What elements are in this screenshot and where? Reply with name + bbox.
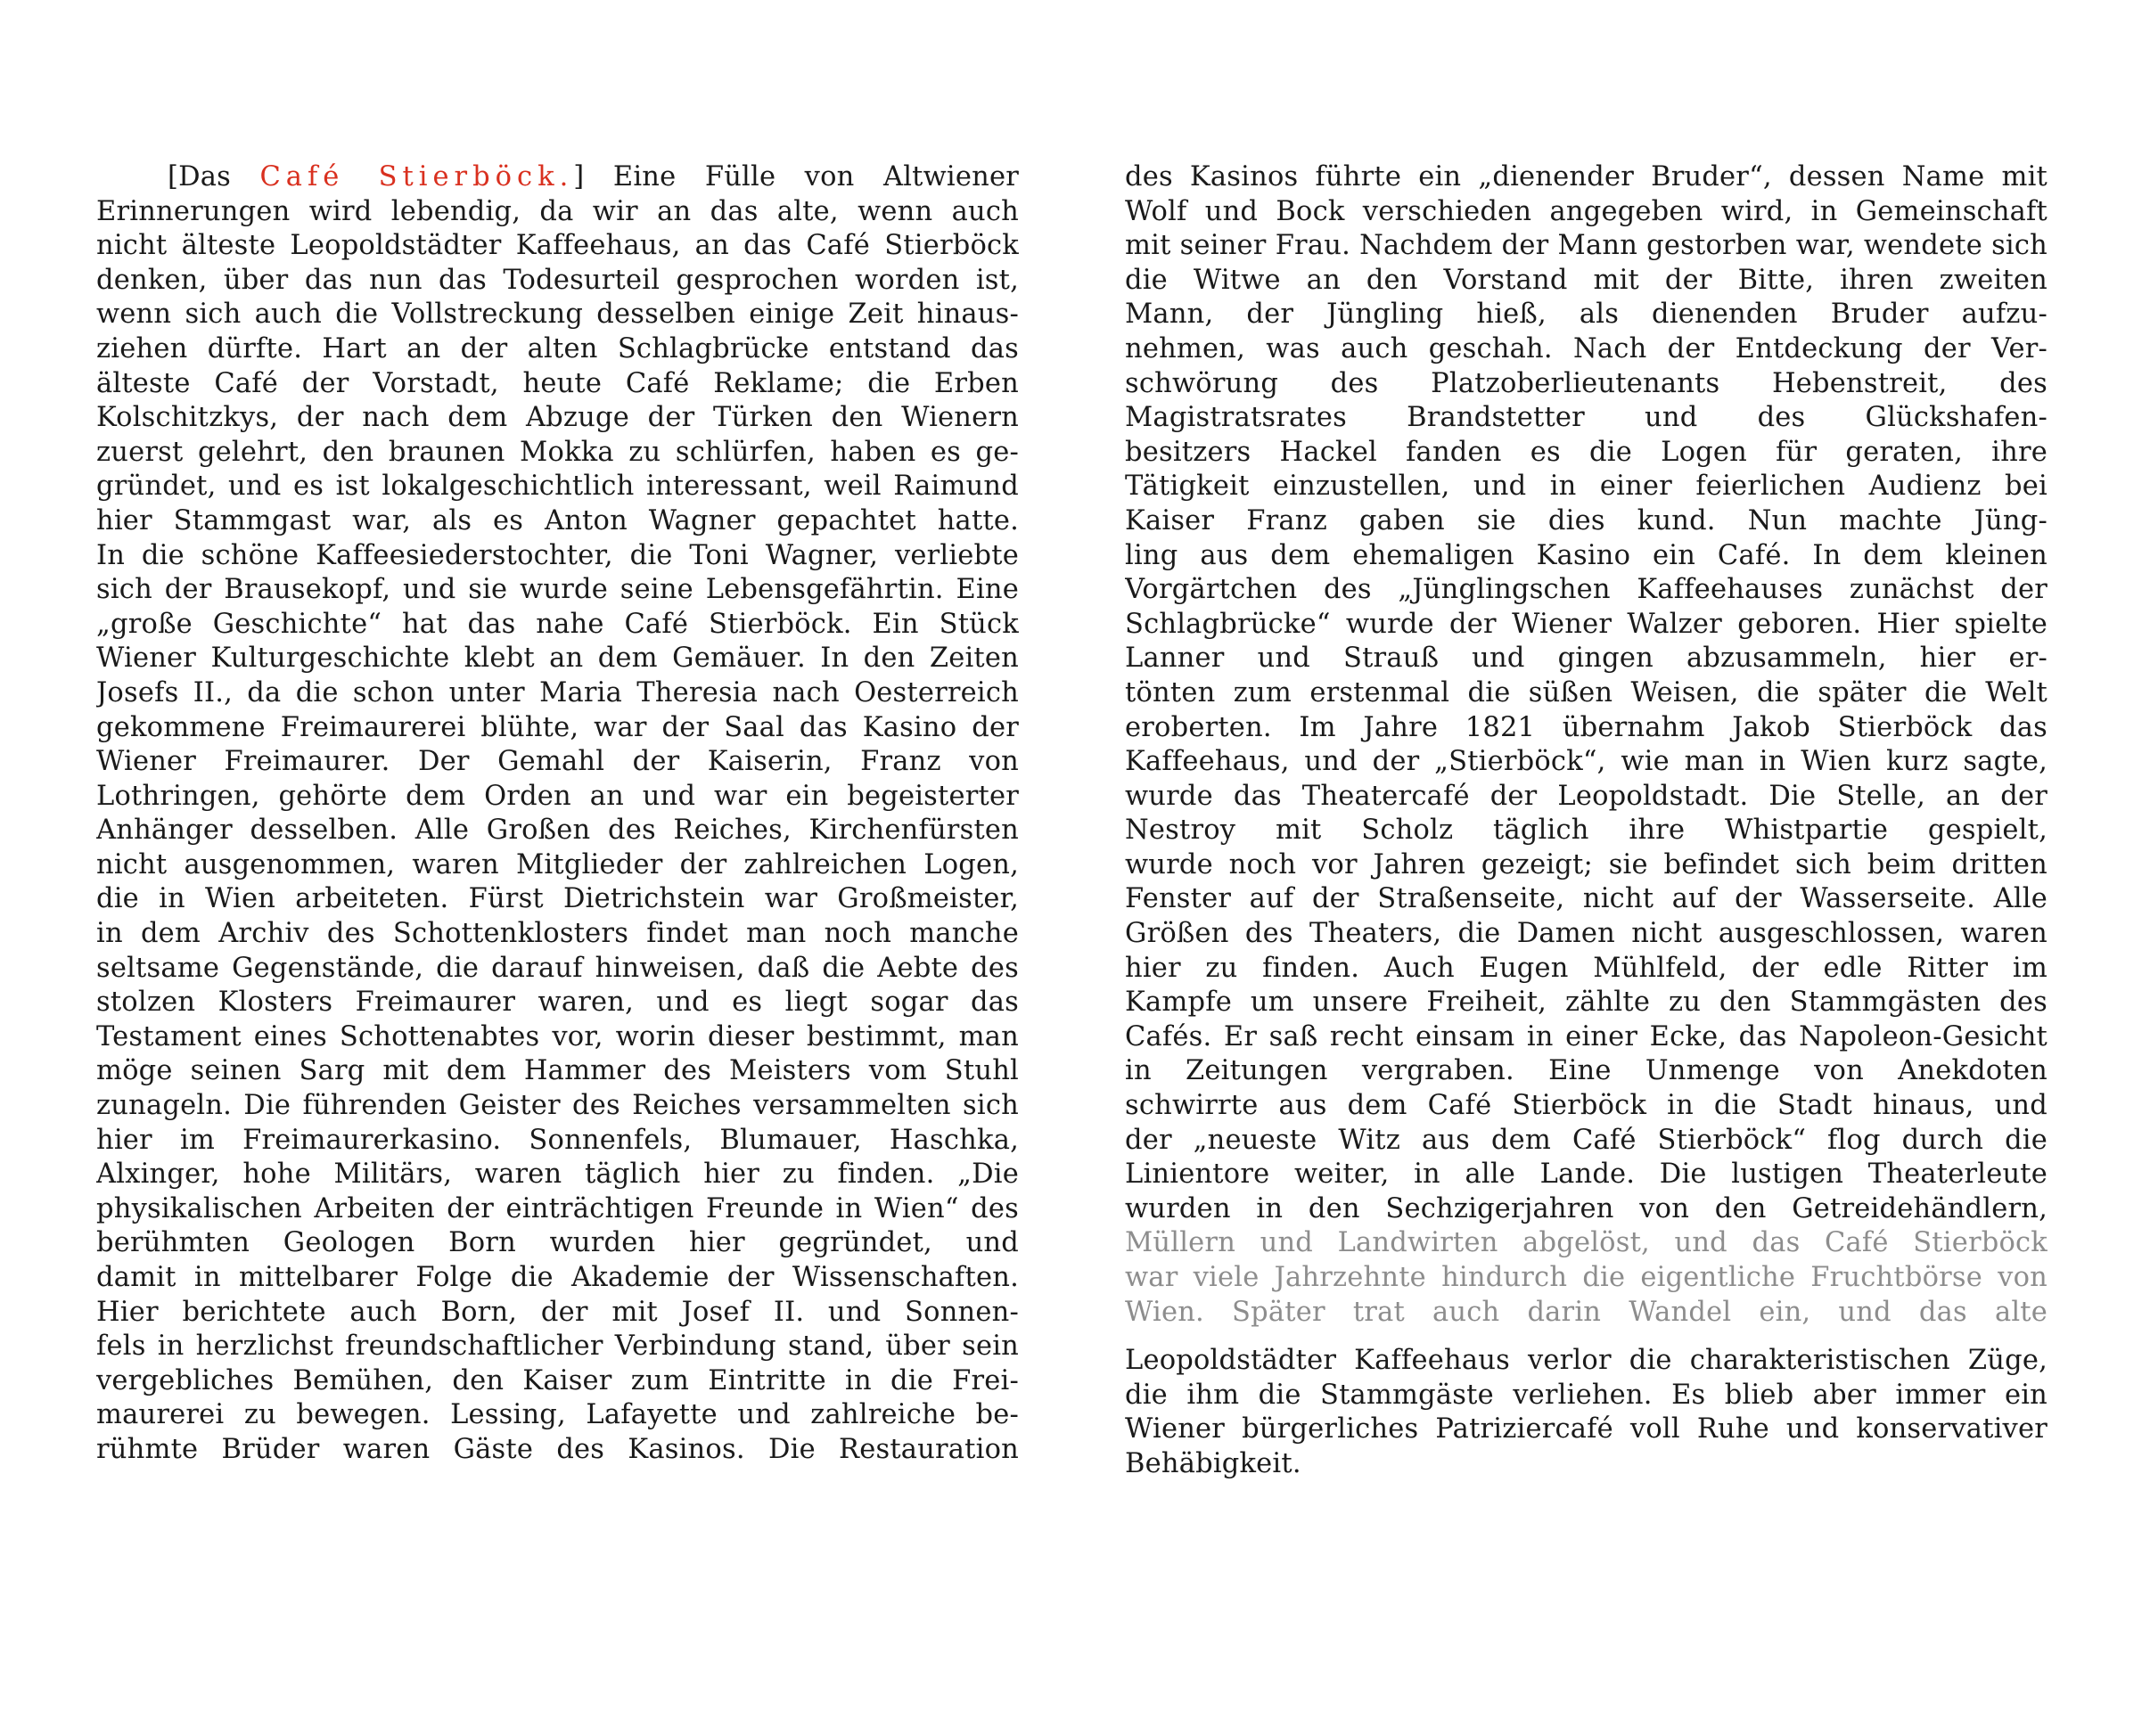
text-line: nicht ausgenommen, waren Mitglieder der zahlreichen Logen, [96, 848, 1019, 880]
text-line: des Kasinos führte ein „dienender Bruder“, dessen Name mit [1125, 161, 2047, 192]
text-line: Behäbigkeit. [1125, 1447, 1301, 1479]
text-line: ziehen dürfte. Hart an der alten Schlagbrücke entstand das [96, 332, 1019, 364]
text-line: Kaiser Franz gaben sie dies kund. Nun machte Jüng- [1125, 504, 2047, 536]
text-line: nicht älteste Leopoldstädter Kaffeehaus, an das Café Stierböck [96, 230, 1019, 262]
first-line [96, 160, 1019, 195]
text-line: wurden in den Sechzigerjahren von den Getreidehändlern, [1125, 1192, 2047, 1224]
text-line: schwörung des Platzoberlieutenants Hebenstreit, des [1125, 367, 2047, 399]
text-line: Alxinger, hohe Militärs, waren täglich hier zu finden. „Die [96, 1159, 1019, 1191]
text-line: möge seinen Sarg mit dem Hammer des Meisters vom Stuhl [96, 1055, 1019, 1087]
text-line: Testament eines Schottenabtes vor, worin dieser bestimmt, man [96, 1020, 1019, 1052]
text-line: Wien. Später trat auch darin Wandel ein, und das alte [1125, 1296, 2047, 1328]
text-line: älteste Café der Vorstadt, heute Café Reklame; die Erben [96, 367, 1019, 399]
text-line: Kampfe um unsere Freiheit, zählte zu den Stammgästen des [1125, 987, 2047, 1019]
right-column [1125, 160, 2047, 1482]
text-line: hier Stammgast war, als es Anton Wagner gepachtet hatte. [96, 504, 1019, 536]
text-line: Wiener Freimaurer. Der Gemahl der Kaiserin, Franz von [96, 746, 1019, 778]
text-line: seltsame Gegenstände, die darauf hinweisen, daß die Aebte des [96, 952, 1019, 984]
text-line: Mann, der Jüngling hieß, als dienenden Bruder aufzu- [1125, 299, 2047, 331]
text-line: Kaffeehaus, und der „Stierböck“, wie man in Wien kurz sagte, [1125, 746, 2047, 778]
text-line: schwirrte aus dem Café Stierböck in die Stadt hinaus, und [1125, 1090, 2047, 1122]
text-line: Wiener bürgerliches Patriziercafé voll Ruhe und konservativer [1125, 1413, 2047, 1445]
text-line: Anhänger desselben. Alle Großen des Reiches, Kirchenfürsten [96, 815, 1019, 847]
text-line: der „neueste Witz aus dem Café Stierböck“ flog durch die [1125, 1124, 2047, 1156]
text-line: hier im Freimaurerkasino. Sonnenfels, Blumauer, Haschka, [96, 1124, 1019, 1156]
text-line: zuerst gelehrt, den braunen Mokka zu schlürfen, haben es ge- [96, 436, 1019, 468]
cafe-title: Café Stierböck. [259, 161, 574, 192]
text-line: zunageln. Die führenden Geister des Reiches versammelten sich [96, 1090, 1019, 1122]
text-line: Kolschitzkys, der nach dem Abzuge der Türken den Wienern [96, 402, 1019, 434]
text-line: Lanner und Strauß und gingen abzusammeln, hier er- [1125, 643, 2047, 675]
text-line: Linientore weiter, in alle Lande. Die lustigen Theaterleute [1125, 1159, 2047, 1191]
text-line: Nestroy mit Scholz täglich ihre Whistpartie gespielt, [1125, 815, 2047, 847]
text-line: Wiener Kulturgeschichte klebt an dem Gemäuer. In den Zeiten [96, 643, 1019, 675]
text-line: berühmten Geologen Born wurden hier gegründet, und [96, 1227, 1019, 1259]
text-line: fels in herzlichst freundschaftlicher Verbindung stand, über sein [96, 1331, 1019, 1363]
text-line: die ihm die Stammgäste verliehen. Es blieb aber immer ein [1125, 1379, 2047, 1411]
text-line: Erinnerungen wird lebendig, da wir an das alte, wenn auch [96, 195, 1019, 227]
text-line: denken, über das nun das Todesurteil gesprochen worden ist, [96, 264, 1019, 296]
text-line: Hier berichtete auch Born, der mit Josef II. und Sonnen- [96, 1296, 1019, 1328]
text-line: Leopoldstädter Kaffeehaus verlor die charakteristischen Züge, [1125, 1345, 2047, 1377]
text-line: wurde das Theatercafé der Leopoldstadt. Die Stelle, an der [1125, 780, 2047, 812]
text-line: In die schöne Kaffeesiederstochter, die Toni Wagner, verliebte [96, 539, 1019, 571]
text-line: wenn sich auch die Vollstreckung desselben einige Zeit hinaus- [96, 299, 1019, 331]
text-line: mit seiner Frau. Nachdem der Mann gestorben war, wendete sich [1125, 230, 2047, 262]
text-line: ling aus dem ehemaligen Kasino ein Café. In dem kleinen [1125, 539, 2047, 571]
text-line: Lothringen, gehörte dem Orden an und war ein begeisterter [96, 780, 1019, 812]
text-line: die Witwe an den Vorstand mit der Bitte, ihren zweiten [1125, 264, 2047, 296]
text-line: „große Geschichte“ hat das nahe Café Stierböck. Ein Stück [96, 608, 1019, 640]
text-line: wurde noch vor Jahren gezeigt; sie befindet sich beim dritten [1125, 848, 2047, 880]
text-line: damit in mittelbarer Folge die Akademie der Wissenschaften. [96, 1262, 1019, 1293]
text-line: sich der Brausekopf, und sie wurde seine Lebensgefährtin. Eine [96, 574, 1019, 606]
text-line: Cafés. Er saß recht einsam in einer Ecke, das Napoleon-Gesicht [1125, 1020, 2047, 1052]
text-line: Josefs II., da die schon unter Maria Theresia nach Oesterreich [96, 676, 1019, 708]
text-line: gekommene Freimaurerei blühte, war der Saal das Kasino der [96, 711, 1019, 743]
text-line: Fenster auf der Straßenseite, nicht auf der Wasserseite. Alle [1125, 883, 2047, 915]
text-line: Magistratsrates Brandstetter und des Glückshafen- [1125, 402, 2047, 434]
text-line: gründet, und es ist lokalgeschichtlich interessant, weil Raimund [96, 471, 1019, 503]
text-line: hier zu finden. Auch Eugen Mühlfeld, der edle Ritter im [1125, 952, 2047, 984]
title-bracket-open: [Das [168, 161, 260, 192]
left-column [96, 160, 1019, 1468]
text-line: Vorgärtchen des „Jünglingschen Kaffeehauses zunächst der [1125, 574, 2047, 606]
text-line: maurerei zu bewegen. Lessing, Lafayette und zahlreiche be- [96, 1399, 1019, 1431]
text-line: nehmen, was auch geschah. Nach der Entdeckung der Ver- [1125, 332, 2047, 364]
text-line: in dem Archiv des Schottenklosters findet man noch manche [96, 918, 1019, 950]
text-line: war viele Jahrzehnte hindurch die eigentliche Fruchtbörse von [1125, 1262, 2047, 1293]
text-line: Wolf und Bock verschieden angegeben wird, in Gemeinschaft [1125, 195, 2047, 227]
text-line: Tätigkeit einzustellen, und in einer feierlichen Audienz bei [1125, 471, 2047, 503]
text-line: vergebliches Bemühen, den Kaiser zum Eintritte in die Frei- [96, 1364, 1019, 1396]
text-line: Schlagbrücke“ wurde der Wiener Walzer geboren. Hier spielte [1125, 608, 2047, 640]
title-bracket-close: ] [573, 161, 613, 192]
text-line: besitzers Hackel fanden es die Logen für geraten, ihre [1125, 436, 2047, 468]
text-line: tönten zum erstenmal die süßen Weisen, die später die Welt [1125, 676, 2047, 708]
text-line: Müllern und Landwirten abgelöst, und das Café Stierböck [1125, 1227, 2047, 1259]
text-line: rühmte Brüder waren Gäste des Kasinos. Die Restauration [96, 1433, 1019, 1465]
text-line: stolzen Klosters Freimaurer waren, und es liegt sogar das [96, 987, 1019, 1019]
text-line: in Zeitungen vergraben. Eine Unmenge von Anekdoten [1125, 1055, 2047, 1087]
text-line: physikalischen Arbeiten der einträchtigen Freunde in Wien“ des [96, 1192, 1019, 1224]
text-line: eroberten. Im Jahre 1821 übernahm Jakob Stierböck das [1125, 711, 2047, 743]
text-line: die in Wien arbeiteten. Fürst Dietrichstein war Großmeister, [96, 883, 1019, 915]
text-line: Größen des Theaters, die Damen nicht ausgeschlossen, waren [1125, 918, 2047, 950]
text-line: Eine Fülle von Altwiener [612, 161, 1019, 192]
